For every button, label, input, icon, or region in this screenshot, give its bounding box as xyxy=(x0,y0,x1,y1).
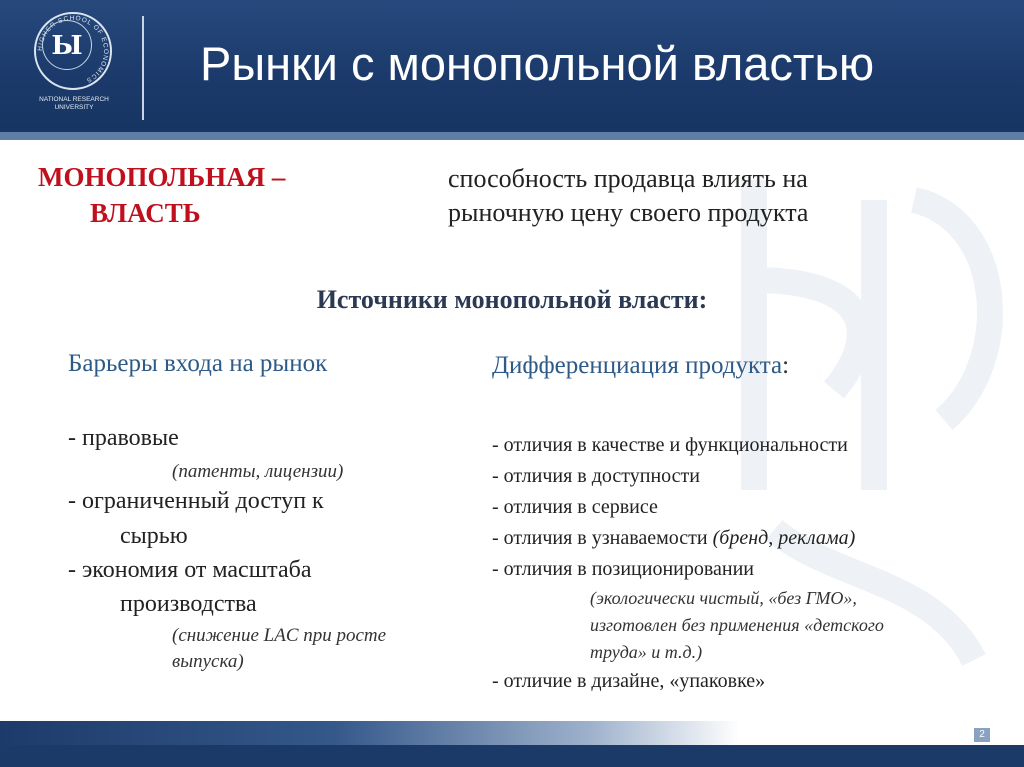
right-item-positioning-note-1: (экологически чистый, «без ГМО», xyxy=(590,588,857,608)
definition-line-2: рыночную цену своего продукта xyxy=(448,198,809,227)
hse-logo xyxy=(28,12,120,124)
definition-text xyxy=(448,162,808,230)
slide-title: Рынки с монопольной властью xyxy=(200,37,875,90)
right-item-recognition xyxy=(492,527,855,550)
left-item-scale-note-1: (снижение LAC при росте xyxy=(172,625,387,646)
logo-ring-text: HIGHER SCHOOL OF ECONOMICS xyxy=(36,14,110,84)
right-item-positioning-note-3: труда» и т.д.) xyxy=(590,642,703,662)
definition-line-1: способность продавца влиять на xyxy=(448,164,808,193)
sources-heading: Источники монопольной власти: xyxy=(316,285,708,314)
footer-gradient xyxy=(0,721,740,745)
page-number: 2 xyxy=(974,728,990,742)
left-column-heading: Барьеры входа на рынок xyxy=(68,350,328,377)
right-item-positioning-note-2: изготовлен без применения «детского xyxy=(590,615,884,635)
left-item-scale: - экономия от масштаба xyxy=(68,557,312,583)
right-item-service: - отличия в сервисе xyxy=(492,496,658,518)
right-item-recognition-text: - отличия в узнаваемости xyxy=(492,527,713,549)
footer-bar xyxy=(0,745,1024,767)
logo-caption xyxy=(28,96,120,112)
left-item-scale-cont: производства xyxy=(120,591,257,617)
logo-caption-line2: UNIVERSITY xyxy=(54,104,94,111)
left-item-resources: - ограниченный доступ к xyxy=(68,488,324,514)
right-item-availability: - отличия в доступности xyxy=(492,465,700,487)
logo-caption-line1: NATIONAL RESEARCH xyxy=(39,96,109,103)
right-item-positioning: - отличия в позиционировании xyxy=(492,558,755,580)
logo-monogram: Ы xyxy=(42,20,92,70)
term-line-2: ВЛАСТЬ xyxy=(90,198,201,228)
right-item-design: - отличие в дизайне, «упаковке» xyxy=(492,670,766,692)
right-heading-colon: : xyxy=(782,352,790,379)
header-strip xyxy=(0,132,1024,140)
term-line-1: МОНОПОЛЬНАЯ – xyxy=(38,162,286,192)
left-item-legal: - правовые xyxy=(68,425,179,451)
right-column-heading xyxy=(492,352,789,380)
right-item-recognition-note: (бренд, реклама) xyxy=(712,527,856,549)
header-divider xyxy=(142,16,144,120)
left-item-resources-cont: сырью xyxy=(120,523,188,549)
right-heading-text: Дифференциация продукта xyxy=(492,352,783,379)
left-item-legal-note: (патенты, лицензии) xyxy=(172,461,344,482)
left-item-scale-note-2: выпуска) xyxy=(172,651,244,672)
right-item-quality: - отличия в качестве и функциональности xyxy=(492,434,848,456)
footer xyxy=(0,721,1024,745)
